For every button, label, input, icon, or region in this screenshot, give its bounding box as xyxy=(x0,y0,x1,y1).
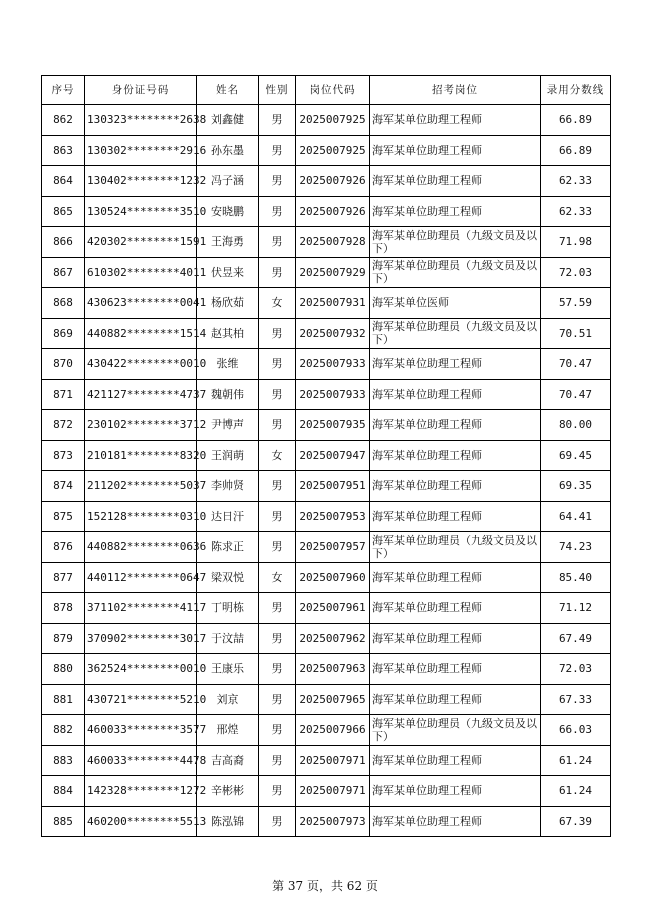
cell-seq: 872 xyxy=(42,410,85,441)
cell-score: 71.98 xyxy=(541,227,611,258)
cell-name: 梁双悦 xyxy=(197,562,259,593)
cell-gender: 男 xyxy=(259,623,296,654)
cell-post-code: 2025007933 xyxy=(296,349,370,380)
cell-name: 杨欣茹 xyxy=(197,288,259,319)
table-row xyxy=(42,166,611,197)
cell-gender: 男 xyxy=(259,532,296,563)
table-row xyxy=(42,745,611,776)
cell-post: 海军某单位助理员（九级文员及以下） xyxy=(370,227,541,258)
cell-seq: 863 xyxy=(42,135,85,166)
cell-seq: 885 xyxy=(42,806,85,837)
cell-id-number: 430623********0041 xyxy=(85,288,197,319)
cell-seq: 868 xyxy=(42,288,85,319)
cell-name: 刘鑫健 xyxy=(197,105,259,136)
cell-id-number: 362524********0010 xyxy=(85,654,197,685)
cell-seq: 874 xyxy=(42,471,85,502)
cell-post-code: 2025007960 xyxy=(296,562,370,593)
cell-seq: 870 xyxy=(42,349,85,380)
cell-gender: 男 xyxy=(259,501,296,532)
cell-seq: 867 xyxy=(42,257,85,288)
cell-score: 70.47 xyxy=(541,379,611,410)
cell-gender: 男 xyxy=(259,166,296,197)
cell-gender: 男 xyxy=(259,196,296,227)
cell-post: 海军某单位助理工程师 xyxy=(370,471,541,502)
cell-gender: 男 xyxy=(259,654,296,685)
table-row xyxy=(42,806,611,837)
cell-gender: 男 xyxy=(259,227,296,258)
table-row xyxy=(42,105,611,136)
cell-gender: 男 xyxy=(259,745,296,776)
cell-seq: 869 xyxy=(42,318,85,349)
cell-score: 62.33 xyxy=(541,196,611,227)
cell-id-number: 130302********2916 xyxy=(85,135,197,166)
cell-gender: 男 xyxy=(259,105,296,136)
header-post: 招考岗位 xyxy=(370,76,541,105)
header-id-number: 身份证号码 xyxy=(85,76,197,105)
cell-seq: 866 xyxy=(42,227,85,258)
cell-post: 海军某单位助理工程师 xyxy=(370,440,541,471)
cell-score: 67.33 xyxy=(541,684,611,715)
cell-name: 辛彬彬 xyxy=(197,776,259,807)
cell-id-number: 130402********1232 xyxy=(85,166,197,197)
header-score: 录用分数线 xyxy=(541,76,611,105)
cell-post: 海军某单位助理员（九级文员及以下） xyxy=(370,318,541,349)
cell-gender: 男 xyxy=(259,379,296,410)
cell-post-code: 2025007971 xyxy=(296,776,370,807)
cell-id-number: 152128********0310 xyxy=(85,501,197,532)
cell-score: 71.12 xyxy=(541,593,611,624)
table-row xyxy=(42,776,611,807)
cell-post: 海军某单位助理工程师 xyxy=(370,166,541,197)
cell-post: 海军某单位助理工程师 xyxy=(370,776,541,807)
cell-name: 尹博声 xyxy=(197,410,259,441)
cell-seq: 865 xyxy=(42,196,85,227)
table-row xyxy=(42,532,611,563)
cell-id-number: 440882********0636 xyxy=(85,532,197,563)
table-row xyxy=(42,623,611,654)
table-row xyxy=(42,715,611,746)
cell-id-number: 142328********1272 xyxy=(85,776,197,807)
cell-seq: 882 xyxy=(42,715,85,746)
table-row xyxy=(42,501,611,532)
cell-post-code: 2025007947 xyxy=(296,440,370,471)
cell-name: 伏昱来 xyxy=(197,257,259,288)
cell-gender: 女 xyxy=(259,288,296,319)
table-row xyxy=(42,135,611,166)
cell-post: 海军某单位助理员（九级文员及以下） xyxy=(370,715,541,746)
cell-post: 海军某单位助理员（九级文员及以下） xyxy=(370,532,541,563)
cell-name: 达日汗 xyxy=(197,501,259,532)
cell-id-number: 230102********3712 xyxy=(85,410,197,441)
cell-name: 邢煌 xyxy=(197,715,259,746)
cell-post: 海军某单位助理工程师 xyxy=(370,745,541,776)
cell-post: 海军某单位助理工程师 xyxy=(370,410,541,441)
table-row xyxy=(42,562,611,593)
table-row xyxy=(42,349,611,380)
cell-seq: 881 xyxy=(42,684,85,715)
cell-name: 赵其柏 xyxy=(197,318,259,349)
cell-id-number: 371102********4117 xyxy=(85,593,197,624)
cell-post-code: 2025007957 xyxy=(296,532,370,563)
cell-score: 72.03 xyxy=(541,654,611,685)
cell-post-code: 2025007932 xyxy=(296,318,370,349)
cell-id-number: 130524********3510 xyxy=(85,196,197,227)
cell-id-number: 460200********5513 xyxy=(85,806,197,837)
cell-name: 魏朝伟 xyxy=(197,379,259,410)
cell-post: 海军某单位助理工程师 xyxy=(370,623,541,654)
cell-name: 吉高裔 xyxy=(197,745,259,776)
cell-name: 王海勇 xyxy=(197,227,259,258)
table-row xyxy=(42,196,611,227)
cell-seq: 884 xyxy=(42,776,85,807)
cell-post: 海军某单位助理工程师 xyxy=(370,593,541,624)
table-row xyxy=(42,440,611,471)
cell-post-code: 2025007926 xyxy=(296,166,370,197)
cell-name: 陈泓锦 xyxy=(197,806,259,837)
cell-post-code: 2025007953 xyxy=(296,501,370,532)
cell-post-code: 2025007963 xyxy=(296,654,370,685)
cell-id-number: 210181********8320 xyxy=(85,440,197,471)
cell-score: 74.23 xyxy=(541,532,611,563)
cell-gender: 男 xyxy=(259,257,296,288)
cell-score: 57.59 xyxy=(541,288,611,319)
cell-post: 海军某单位助理工程师 xyxy=(370,684,541,715)
header-seq: 序号 xyxy=(42,76,85,105)
cell-gender: 男 xyxy=(259,471,296,502)
table-row xyxy=(42,471,611,502)
table-row xyxy=(42,257,611,288)
table-row xyxy=(42,684,611,715)
cell-post-code: 2025007961 xyxy=(296,593,370,624)
header-row xyxy=(42,76,611,105)
cell-score: 61.24 xyxy=(541,745,611,776)
cell-post-code: 2025007933 xyxy=(296,379,370,410)
table-row xyxy=(42,318,611,349)
cell-score: 69.35 xyxy=(541,471,611,502)
cell-score: 70.47 xyxy=(541,349,611,380)
page-footer: 第 37 页，共 62 页 xyxy=(272,879,378,893)
cell-post-code: 2025007925 xyxy=(296,135,370,166)
cell-post: 海军某单位助理工程师 xyxy=(370,654,541,685)
cell-gender: 男 xyxy=(259,135,296,166)
cell-seq: 878 xyxy=(42,593,85,624)
cell-score: 80.00 xyxy=(541,410,611,441)
cell-id-number: 460033********4478 xyxy=(85,745,197,776)
cell-seq: 880 xyxy=(42,654,85,685)
cell-id-number: 130323********2638 xyxy=(85,105,197,136)
cell-score: 67.39 xyxy=(541,806,611,837)
cell-post-code: 2025007973 xyxy=(296,806,370,837)
cell-gender: 男 xyxy=(259,593,296,624)
cell-name: 安晓鹏 xyxy=(197,196,259,227)
cell-score: 66.89 xyxy=(541,105,611,136)
cell-seq: 875 xyxy=(42,501,85,532)
header-gender: 性别 xyxy=(259,76,296,105)
cell-name: 丁明栋 xyxy=(197,593,259,624)
cell-score: 62.33 xyxy=(541,166,611,197)
cell-post: 海军某单位助理工程师 xyxy=(370,379,541,410)
cell-id-number: 430422********0010 xyxy=(85,349,197,380)
cell-id-number: 460033********3577 xyxy=(85,715,197,746)
cell-score: 66.89 xyxy=(541,135,611,166)
cell-id-number: 211202********5037 xyxy=(85,471,197,502)
cell-gender: 男 xyxy=(259,776,296,807)
cell-seq: 873 xyxy=(42,440,85,471)
cell-name: 孙东墨 xyxy=(197,135,259,166)
cell-id-number: 430721********5210 xyxy=(85,684,197,715)
cell-post-code: 2025007965 xyxy=(296,684,370,715)
cell-seq: 876 xyxy=(42,532,85,563)
cell-post-code: 2025007962 xyxy=(296,623,370,654)
cell-post: 海军某单位医师 xyxy=(370,288,541,319)
cell-post-code: 2025007926 xyxy=(296,196,370,227)
cell-gender: 男 xyxy=(259,318,296,349)
cell-gender: 男 xyxy=(259,349,296,380)
cell-score: 72.03 xyxy=(541,257,611,288)
cell-post-code: 2025007931 xyxy=(296,288,370,319)
cell-gender: 男 xyxy=(259,715,296,746)
table-row xyxy=(42,227,611,258)
cell-gender: 男 xyxy=(259,410,296,441)
table-row xyxy=(42,410,611,441)
table-row xyxy=(42,288,611,319)
cell-gender: 男 xyxy=(259,806,296,837)
cell-post: 海军某单位助理工程师 xyxy=(370,501,541,532)
cell-seq: 879 xyxy=(42,623,85,654)
cell-post: 海军某单位助理员（九级文员及以下） xyxy=(370,257,541,288)
cell-post-code: 2025007935 xyxy=(296,410,370,441)
cell-id-number: 420302********1591 xyxy=(85,227,197,258)
header-post-code: 岗位代码 xyxy=(296,76,370,105)
cell-id-number: 421127********4737 xyxy=(85,379,197,410)
cell-score: 61.24 xyxy=(541,776,611,807)
cell-seq: 864 xyxy=(42,166,85,197)
cell-name: 李帅贤 xyxy=(197,471,259,502)
cell-post: 海军某单位助理工程师 xyxy=(370,562,541,593)
cell-name: 陈求正 xyxy=(197,532,259,563)
cell-post: 海军某单位助理工程师 xyxy=(370,135,541,166)
cell-post-code: 2025007925 xyxy=(296,105,370,136)
admission-score-table xyxy=(41,75,611,837)
cell-name: 张维 xyxy=(197,349,259,380)
cell-score: 64.41 xyxy=(541,501,611,532)
cell-gender: 女 xyxy=(259,562,296,593)
cell-seq: 877 xyxy=(42,562,85,593)
cell-name: 冯子涵 xyxy=(197,166,259,197)
cell-id-number: 370902********3017 xyxy=(85,623,197,654)
cell-post-code: 2025007951 xyxy=(296,471,370,502)
cell-post-code: 2025007966 xyxy=(296,715,370,746)
cell-id-number: 610302********4011 xyxy=(85,257,197,288)
cell-seq: 883 xyxy=(42,745,85,776)
table-row xyxy=(42,593,611,624)
cell-name: 于汶喆 xyxy=(197,623,259,654)
cell-score: 67.49 xyxy=(541,623,611,654)
cell-score: 85.40 xyxy=(541,562,611,593)
cell-post-code: 2025007928 xyxy=(296,227,370,258)
table-row xyxy=(42,654,611,685)
cell-id-number: 440882********1514 xyxy=(85,318,197,349)
cell-id-number: 440112********0647 xyxy=(85,562,197,593)
cell-post: 海军某单位助理工程师 xyxy=(370,806,541,837)
cell-score: 69.45 xyxy=(541,440,611,471)
cell-post-code: 2025007971 xyxy=(296,745,370,776)
cell-score: 70.51 xyxy=(541,318,611,349)
cell-post: 海军某单位助理工程师 xyxy=(370,105,541,136)
cell-gender: 女 xyxy=(259,440,296,471)
cell-name: 王润萌 xyxy=(197,440,259,471)
header-name: 姓名 xyxy=(197,76,259,105)
cell-post-code: 2025007929 xyxy=(296,257,370,288)
cell-post: 海军某单位助理工程师 xyxy=(370,349,541,380)
cell-score: 66.03 xyxy=(541,715,611,746)
cell-gender: 男 xyxy=(259,684,296,715)
cell-seq: 871 xyxy=(42,379,85,410)
cell-post: 海军某单位助理工程师 xyxy=(370,196,541,227)
cell-name: 王康乐 xyxy=(197,654,259,685)
table-row xyxy=(42,379,611,410)
cell-name: 刘京 xyxy=(197,684,259,715)
cell-seq: 862 xyxy=(42,105,85,136)
